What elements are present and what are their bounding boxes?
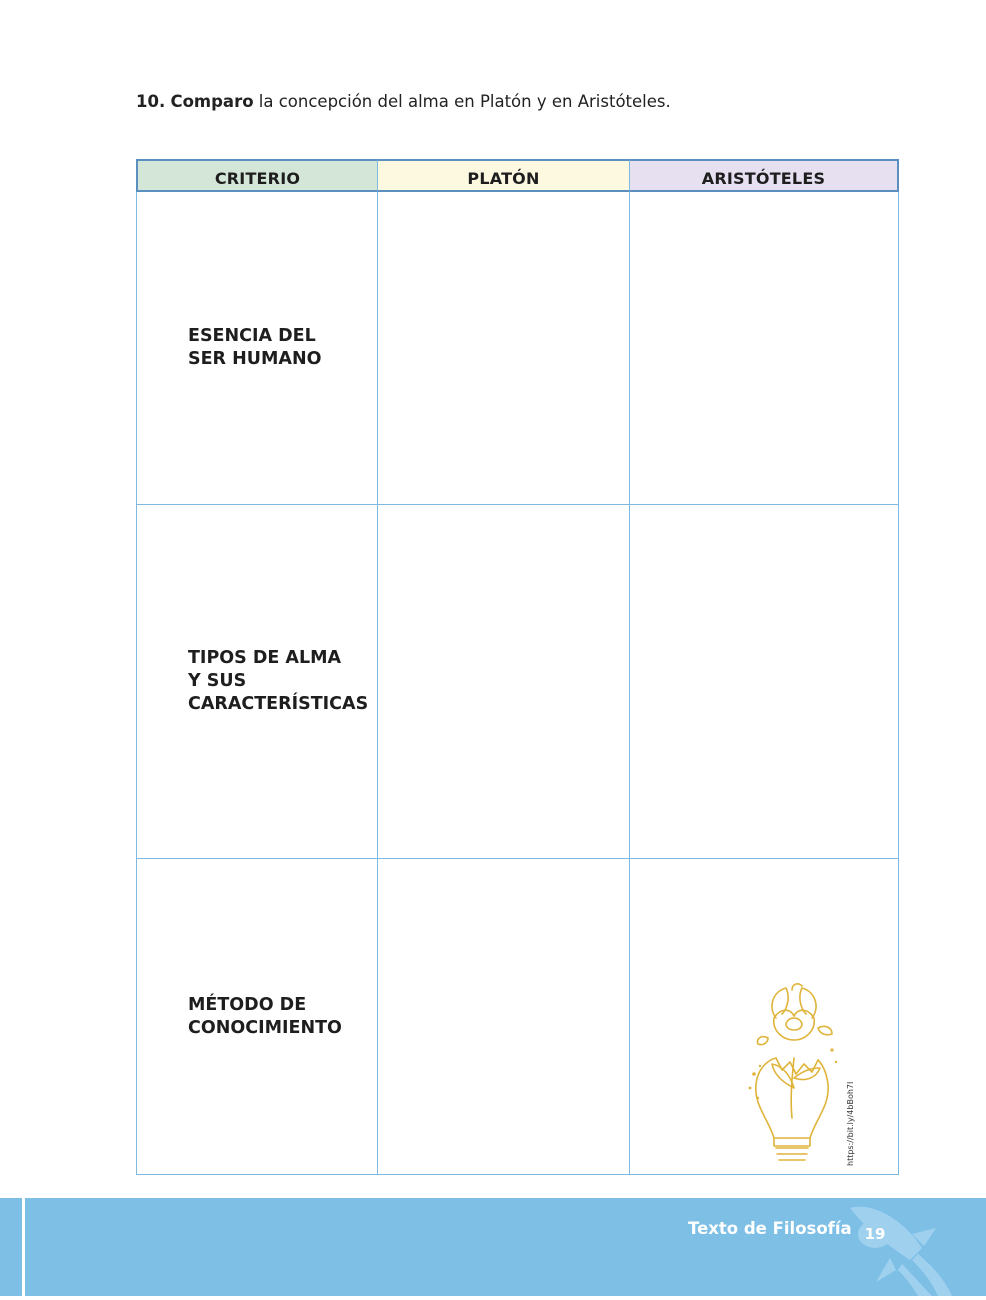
criterion-cell: [136, 859, 378, 1175]
page-footer: [0, 1198, 986, 1296]
aristoteles-answer-cell[interactable]: [630, 505, 899, 859]
header-criterio: CRITERIO: [136, 159, 378, 192]
criterion-label: MÉTODO DE CONOCIMIENTO: [188, 994, 342, 1038]
lightbulb-flower-icon: [746, 978, 840, 1166]
platon-answer-cell[interactable]: [378, 859, 630, 1175]
activity-prompt: [136, 92, 671, 111]
criterion-cell: [136, 505, 378, 859]
page-number: 19: [858, 1220, 892, 1248]
book-title: Texto de Filosofía: [688, 1219, 852, 1238]
header-platon: PLATÓN: [378, 159, 630, 192]
activity-number: 10.: [136, 92, 166, 111]
footer-divider: [22, 1198, 25, 1296]
platon-answer-cell[interactable]: [378, 192, 630, 505]
criterion-cell: [136, 192, 378, 505]
activity-instruction: la concepción del alma en Platón y en Aristóteles.: [258, 92, 671, 111]
rocket-icon: [832, 1198, 986, 1296]
image-credit: https://bit.ly/4bBoh7I: [846, 1081, 855, 1166]
aristoteles-answer-cell[interactable]: [630, 192, 899, 505]
criterion-label: ESENCIA DEL SER HUMANO: [188, 326, 322, 369]
criterion-label: TIPOS DE ALMA Y SUS CARACTERÍSTICAS: [188, 648, 369, 714]
header-aristoteles: ARISTÓTELES: [630, 159, 899, 192]
platon-answer-cell[interactable]: [378, 505, 630, 859]
activity-verb: Comparo: [170, 92, 254, 111]
